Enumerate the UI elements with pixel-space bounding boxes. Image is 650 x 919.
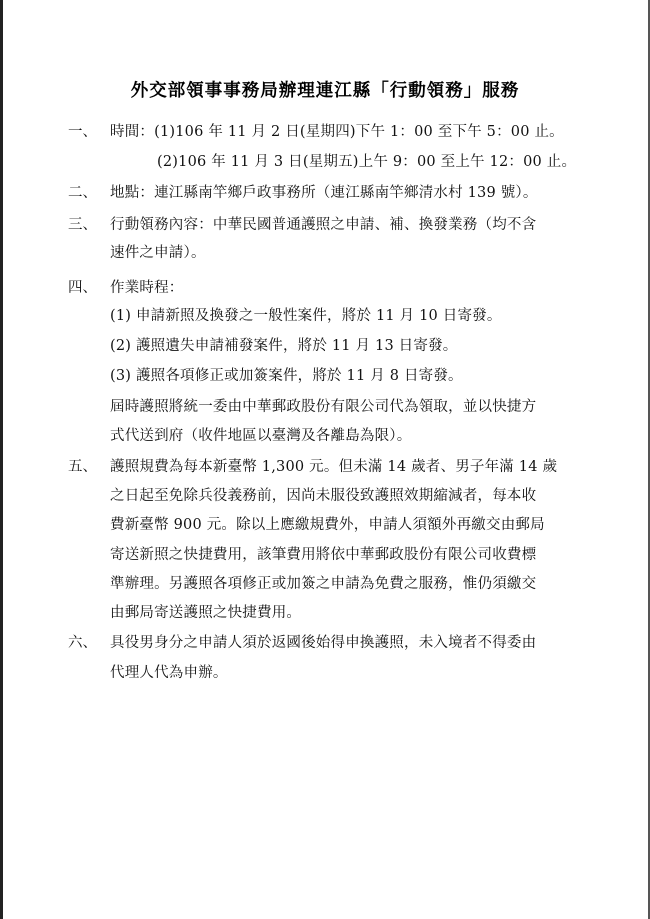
section-number-5: 五、 bbox=[68, 459, 97, 475]
section-2-line-1: 地點：連江縣南竿鄉戶政事務所（連江縣南竿鄉清水村 139 號）。 bbox=[110, 185, 538, 201]
section-number-3: 三、 bbox=[68, 217, 97, 233]
document-title: 外交部領事事務局辦理連江縣「行動領務」服務 bbox=[130, 81, 520, 101]
section-number-2: 二、 bbox=[68, 185, 97, 201]
section-number-4: 四、 bbox=[68, 280, 97, 296]
section-6-line-1: 具役男身分之申請人須於返國後始得申換護照，未入境者不得委由 bbox=[110, 635, 537, 651]
section-4-item-1: (1) 申請新照及換發之一般性案件，將於 11 月 10 日寄發。 bbox=[110, 308, 502, 324]
section-5-line-3: 費新臺幣 900 元。除以上應繳規費外，申請人須額外再繳交由郵局 bbox=[110, 517, 545, 533]
section-1-line-2: (2)106 年 11 月 3 日(星期五)上午 9：00 至上午 12：00 止。 bbox=[157, 154, 577, 170]
section-5-line-6: 由郵局寄送護照之快捷費用。 bbox=[110, 605, 302, 621]
section-5-line-4: 寄送新照之快捷費用，該筆費用將依中華郵政股份有限公司收費標 bbox=[110, 547, 537, 563]
section-number-6: 六、 bbox=[68, 635, 97, 651]
section-4-item-2: (2) 護照遺失申請補發案件，將於 11 月 13 日寄發。 bbox=[110, 338, 458, 354]
section-6-line-2: 代理人代為申辦。 bbox=[110, 665, 228, 681]
section-3-line-1: 行動領務內容：中華民國普通護照之申請、補、換發業務（均不含 bbox=[110, 217, 537, 233]
section-5-line-1: 護照規費為每本新臺幣 1,300 元。但未滿 14 歲者、男子年滿 14 歲 bbox=[110, 459, 558, 475]
section-5-line-5: 準辦理。另護照各項修正或加簽之申請為免費之服務，惟仍須繳交 bbox=[110, 576, 537, 592]
section-5-line-2: 之日起至免除兵役義務前，因尚未服役致護照效期縮減者，每本收 bbox=[110, 488, 537, 504]
scan-edge-left bbox=[0, 0, 3, 919]
section-number-1: 一、 bbox=[68, 124, 97, 140]
section-4-line-1: 作業時程： bbox=[110, 280, 184, 296]
section-1-line-1: 時間：(1)106 年 11 月 2 日(星期四)下午 1：00 至下午 5：00 止。 bbox=[110, 124, 564, 140]
section-3-line-2: 速件之申請）。 bbox=[110, 245, 206, 261]
section-4-line-5: 屆時護照將統一委由中華郵政股份有限公司代為領取，並以快捷方 bbox=[110, 399, 537, 415]
section-4-line-6: 式代送到府（收件地區以臺灣及各離島為限）。 bbox=[110, 428, 412, 444]
section-4-item-3: (3) 護照各項修正或加簽案件，將於 11 月 8 日寄發。 bbox=[110, 368, 463, 384]
